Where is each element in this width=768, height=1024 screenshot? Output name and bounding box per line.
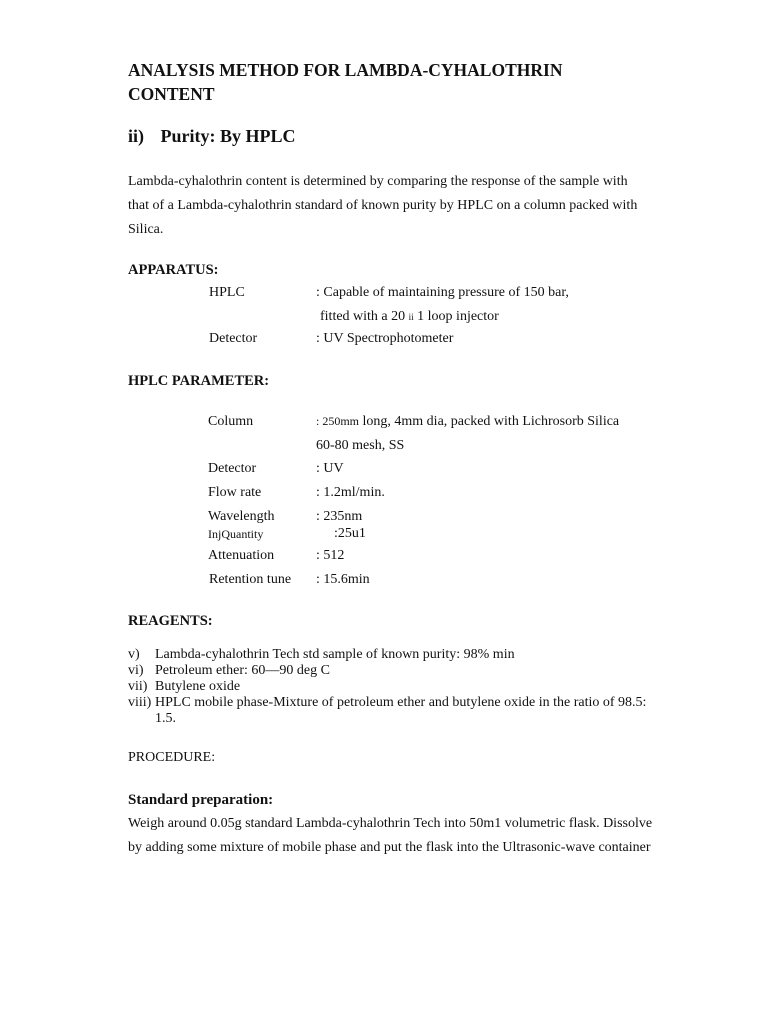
param-column-label: Column — [208, 414, 254, 429]
apparatus-hplc-value-line2 — [320, 309, 499, 325]
reagent-text: Lambda-cyhalothrin Tech std sample of known purity: 98% min — [155, 647, 515, 662]
column-length: : 250mm — [316, 414, 360, 428]
param-column-value — [316, 414, 619, 430]
reagent-number: viii) — [128, 695, 152, 710]
intro-paragraph: Lambda-cyhalothrin content is determined by comparing the response of the sample with that of a Lambda-cyhalothrin standard of known purity by HPLC on a column packed with Silica. — [128, 174, 638, 237]
reagent-text: Butylene oxide — [155, 679, 241, 694]
standard-preparation-heading: Standard preparation: — [128, 792, 274, 808]
reagents-list — [128, 647, 647, 727]
reagent-text: Petroleum ether: 60—90 deg C — [155, 663, 330, 678]
param-wavelength-label: Wavelength — [208, 509, 275, 524]
reagent-number: v) — [128, 647, 140, 662]
section-heading — [128, 126, 296, 147]
param-inj-value: :25u1 — [334, 526, 366, 541]
apparatus-hplc-value: : Capable of maintaining pressure of 150 bar, — [316, 285, 569, 300]
column-desc: long, 4mm dia, packed with Lichrosorb Silica — [359, 414, 620, 429]
param-detector-value: : UV — [316, 461, 344, 476]
reagent-number: vii) — [128, 679, 148, 694]
param-detector-label: Detector — [208, 461, 257, 476]
procedure-heading: PROCEDURE: — [128, 750, 216, 765]
loop-text-b: 1 loop injector — [417, 309, 499, 324]
hplc-parameter-heading: HPLC PARAMETER: — [128, 373, 270, 389]
param-flow-label: Flow rate — [208, 485, 262, 500]
param-retention-label: Retention tune — [209, 572, 292, 587]
apparatus-hplc-label: HPLC — [209, 285, 245, 300]
param-retention-value: : 15.6min — [316, 572, 370, 587]
list-item — [128, 695, 647, 727]
reagent-text: HPLC mobile phase-Mixture of petroleum ether and butylene oxide in the ratio of 98.5: 1.5. — [155, 695, 647, 726]
list-item — [128, 679, 647, 695]
apparatus-detector-label: Detector — [209, 331, 258, 346]
section-label: Purity: By HPLC — [160, 126, 296, 146]
list-item — [128, 647, 647, 663]
loop-text-a: fitted with a 20 — [320, 309, 406, 324]
list-item — [128, 663, 647, 679]
apparatus-detector-value: : UV Spectrophotometer — [316, 331, 454, 346]
param-wavelength-value: : 235nm — [316, 509, 363, 524]
standard-preparation-text: Weigh around 0.05g standard Lambda-cyhalothrin Tech into 50m1 volumetric flask. Dissolve by adding some mixture of mobile phase and put the flask into the Ultrasonic-wave container — [128, 816, 653, 855]
section-number: ii) — [128, 126, 144, 146]
param-attenuation-label: Attenuation — [208, 548, 275, 563]
param-inj-label: InjQuantity — [208, 527, 264, 541]
micro-symbol: ii — [408, 312, 414, 322]
apparatus-heading: APPARATUS: — [128, 262, 219, 278]
param-attenuation-value: : 512 — [316, 548, 345, 563]
reagent-number: vi) — [128, 663, 144, 678]
document-title: ANALYSIS METHOD FOR LAMBDA-CYHALOTHRIN CONTENT — [128, 60, 563, 104]
reagents-heading: REAGENTS: — [128, 613, 213, 629]
param-flow-value: : 1.2ml/min. — [316, 485, 385, 500]
param-column-value-line2: 60-80 mesh, SS — [316, 438, 405, 453]
